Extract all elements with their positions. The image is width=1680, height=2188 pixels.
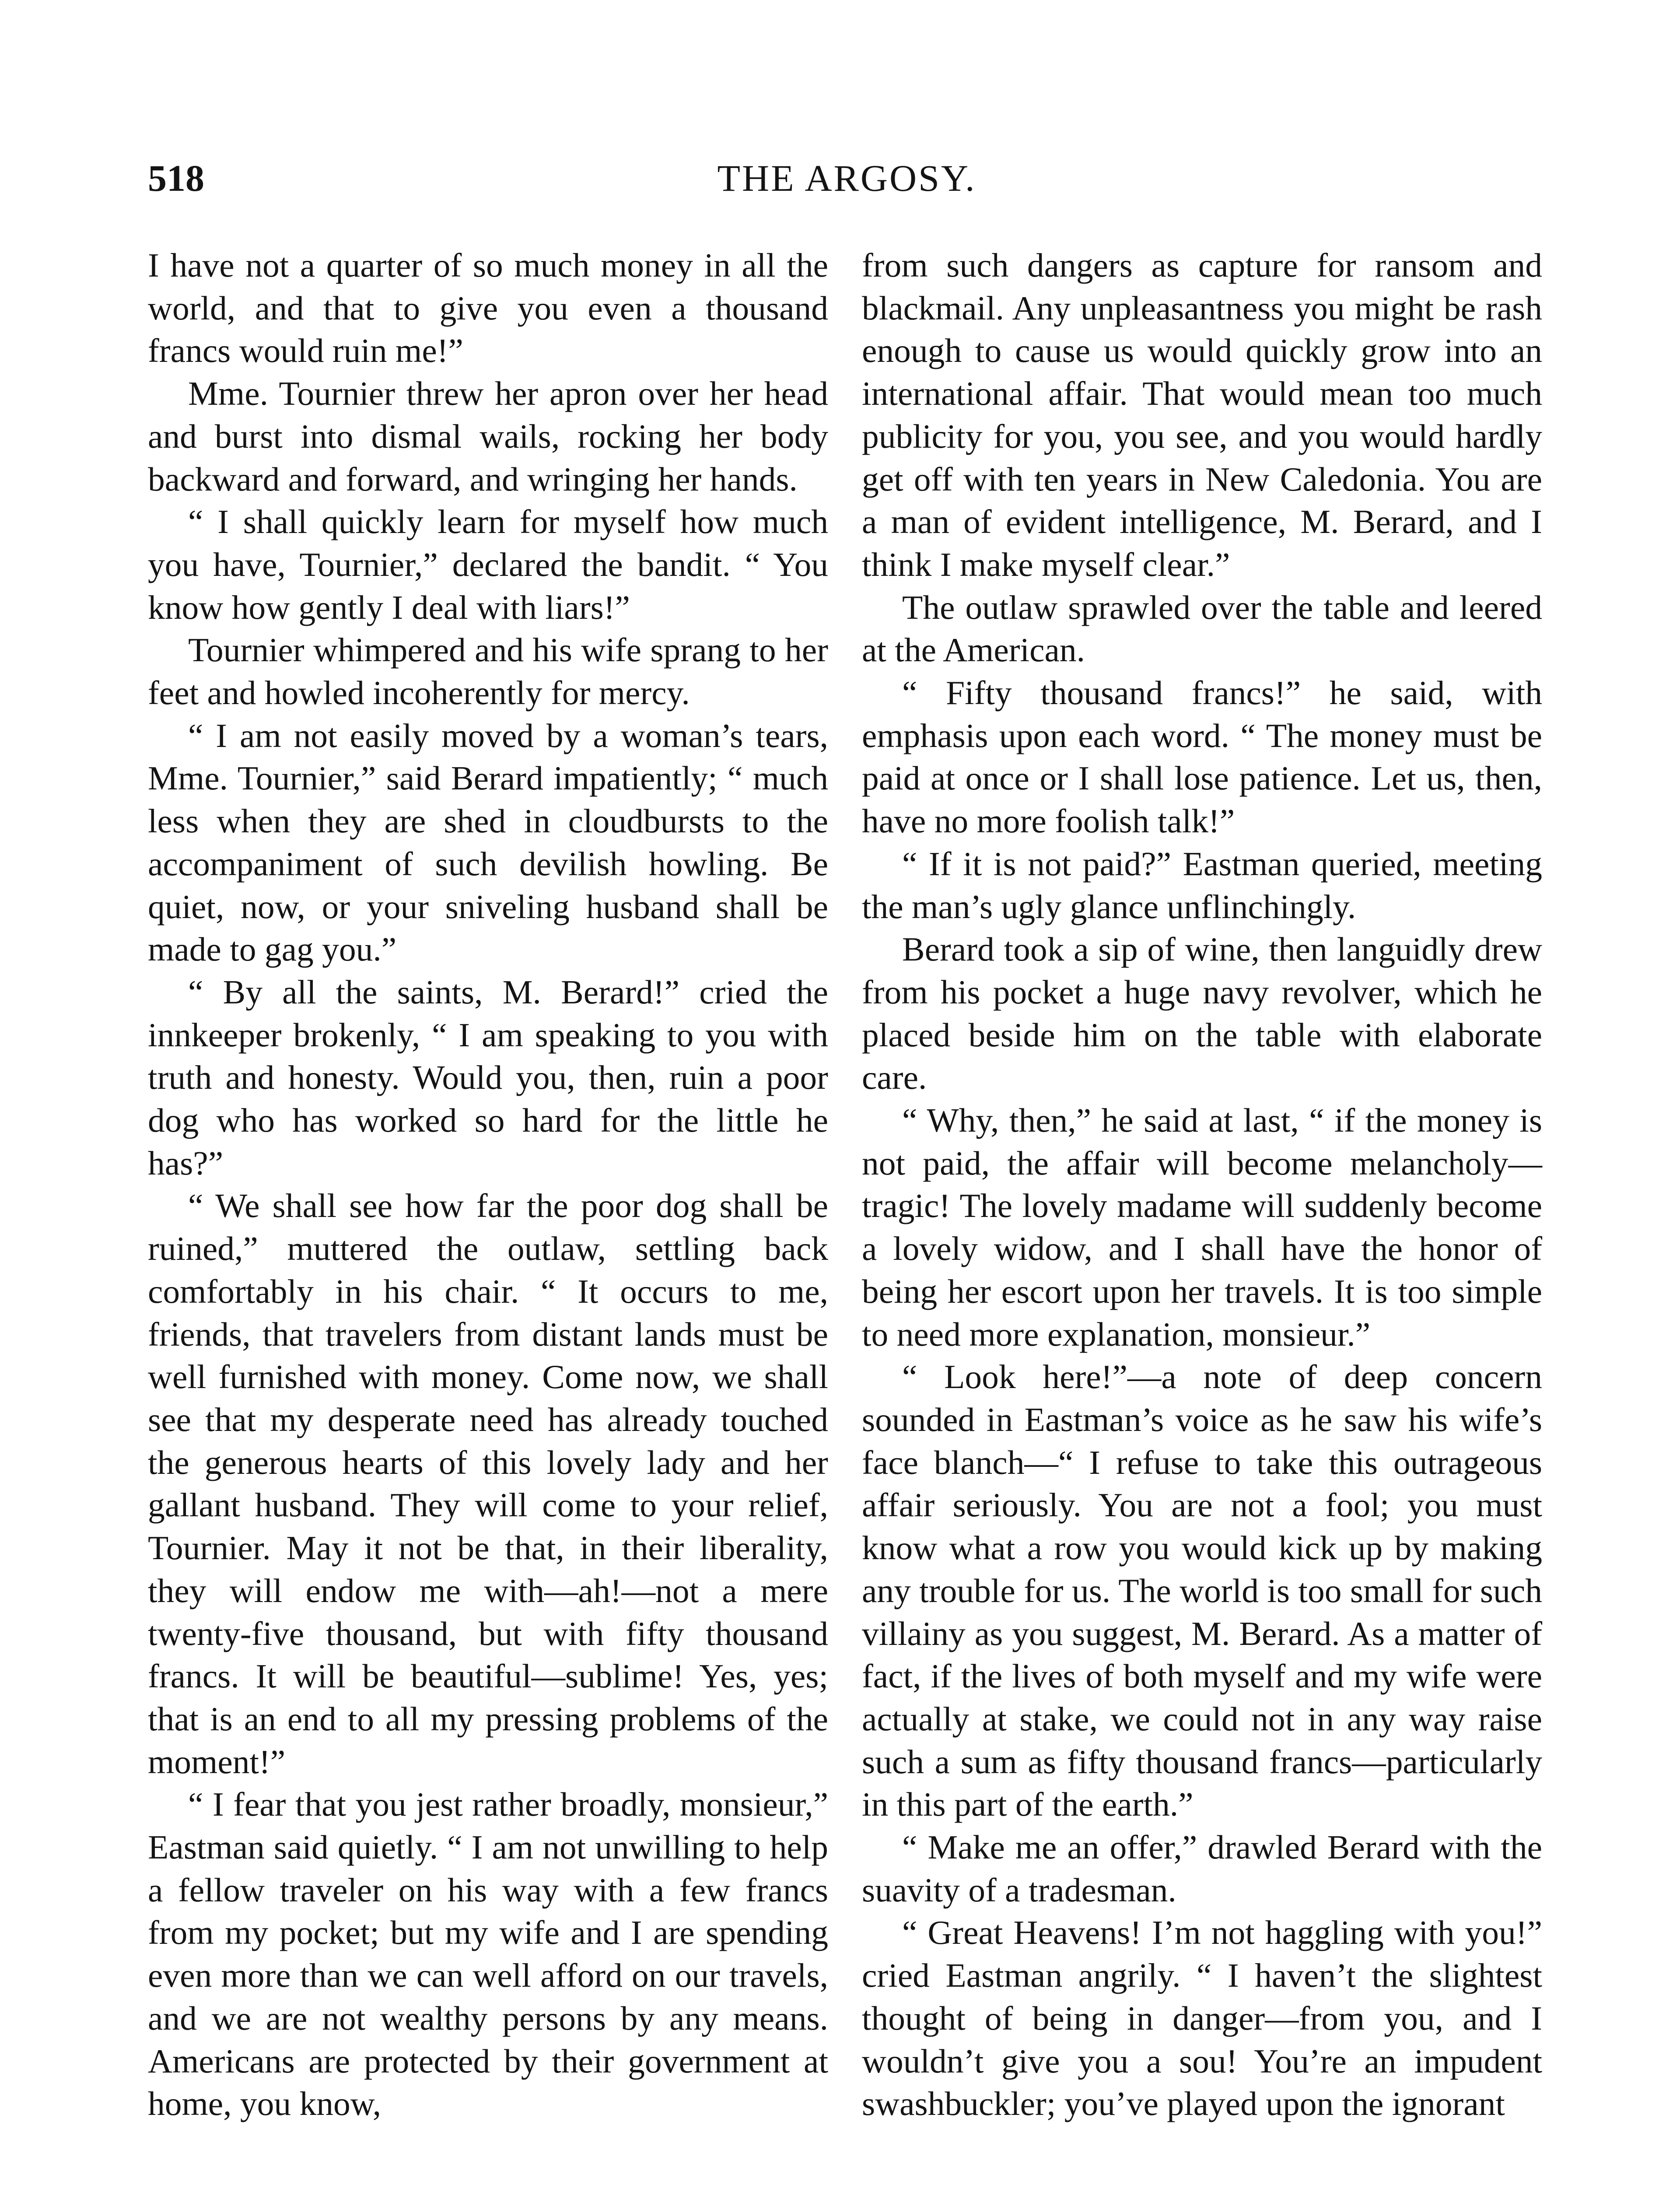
paragraph: “ I shall quickly learn for myself how much you have, Tournier,” declared the bandit. “ You know how gently I deal with liars!” — [148, 503, 828, 626]
magazine-title: THE ARGOSY. — [717, 157, 976, 199]
paragraph: “ By all the saints, M. Berard!” cried the innkeeper brokenly, “ I am speaking to you with truth and honesty. Would you, then, ruin a poor dog who has worked so hard for the little he has?” — [148, 973, 828, 1182]
paragraph: from such dangers as capture for ransom and blackmail. Any unpleasantness you might be rash enough to cause us would quickly grow into an international affair. That would mean too much publicity for you, you see, and you would hardly get off with ten years in New Caledonia. You are a man of evident intelligence, M. Berard, and I think I make myself clear.” — [862, 246, 1542, 583]
paragraph: Berard took a sip of wine, then languidly drew from his pocket a huge navy revolver, which he placed beside him on the table with elaborate care. — [862, 930, 1542, 1097]
paragraph: Mme. Tournier threw her apron over her head and burst into dismal wails, rocking her body backward and forward, and wringing her hands. — [148, 375, 828, 498]
paragraph: “ Make me an offer,” drawled Berard with the suavity of a tradesman. — [862, 1828, 1542, 1909]
paragraph: I have not a quarter of so much money in all the world, and that to give you even a thousand francs would ruin me!” — [148, 246, 828, 370]
paragraph: The outlaw sprawled over the table and leered at the American. — [862, 588, 1542, 669]
paragraph: “ We shall see how far the poor dog shall be ruined,” muttered the outlaw, settling back comfortably in his chair. “ It occurs to me, friends, that travelers from distant lands must be well furnished with money. Come now, we shall see that my desperate need has already touched the generous hearts of this lovely lady and her gallant husband. They will come to your relief, Tournier. May it not be that, in their liberality, they will endow me with—ah!—not a mere twenty-five thousand, but with fifty thousand francs. It will be beautiful—sublime! Yes, yes; that is an end to all my pressing problems of the moment!” — [148, 1187, 828, 1781]
paragraph: “ Great Heavens! I’m not haggling with you!” cried Eastman angrily. “ I haven’t the slightest thought of being in danger—from you, and I wouldn’t give you a sou! You’re an impudent swashbuckler; you’ve played upon the ignorant — [862, 1914, 1542, 2123]
paragraph: “ Fifty thousand francs!” he said, with emphasis upon each word. “ The money must be paid at once or I shall lose patience. Let us, then, have no more foolish talk!” — [862, 674, 1542, 840]
paragraph: Tournier whimpered and his wife sprang to her feet and howled incoherently for mercy. — [148, 631, 828, 712]
left-column — [148, 244, 828, 2125]
right-column — [862, 244, 1542, 2125]
running-head — [148, 154, 1546, 202]
paragraph: “ Look here!”—a note of deep concern sounded in Eastman’s voice as he saw his wife’s face blanch—“ I refuse to take this outrageous affair seriously. You are not a fool; you must know what a row you would kick up by making any trouble for us. The world is too small for such villainy as you suggest, M. Berard. As a matter of fact, if the lives of both myself and my wife were actually at stake, we could not in any way raise such a sum as fifty thousand francs—particularly in this part of the earth.” — [862, 1358, 1542, 1823]
paragraph: “ I am not easily moved by a woman’s tears, Mme. Tournier,” said Berard impatiently; “ much less when they are shed in cloudbursts to the accompaniment of such devilish howling. Be quiet, now, or your sniveling husband shall be made to gag you.” — [148, 716, 828, 968]
page-number: 518 — [148, 157, 204, 199]
paragraph: “ If it is not paid?” Eastman queried, meeting the man’s ugly glance unflinchingly. — [862, 845, 1542, 926]
paragraph: “ Why, then,” he said at last, “ if the money is not paid, the affair will become melancholy—tragic! The lovely madame will suddenly become a lovely widow, and I shall have the honor of being her escort upon her travels. It is too simple to need more explanation, monsieur.” — [862, 1101, 1542, 1353]
paragraph: “ I fear that you jest rather broadly, monsieur,” Eastman said quietly. “ I am not unwilling to help a fellow traveler on his way with a few francs from my pocket; but my wife and I are spending even more than we can well afford on our travels, and we are not wealthy persons by any means. Americans are protected by their government at home, you know, — [148, 1785, 828, 2123]
